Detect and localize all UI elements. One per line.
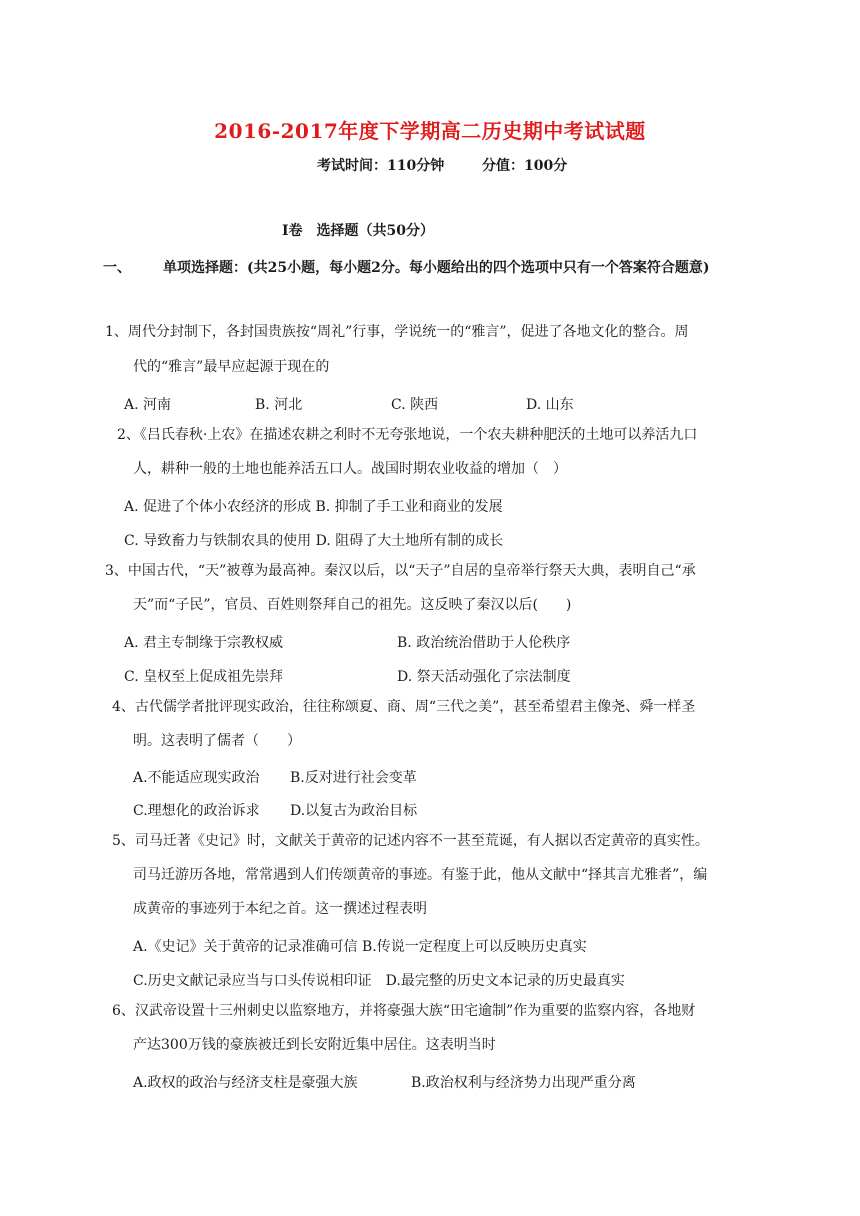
question-2-line-2: 人，耕种一般的土地也能养活五口人。战国时期农业收益的增加（ ）	[133, 461, 567, 477]
exam-title: 2016-2017年度下学期高二历史期中考试试题	[214, 119, 646, 143]
question-3-option-b: B. 政治统治借助于人伦秩序	[397, 635, 571, 651]
question-1-option-a: A. 河南	[124, 397, 172, 413]
exam-score: 分值：100分	[482, 158, 568, 174]
section-heading: Ⅰ卷 选择题（共50分）	[282, 223, 435, 239]
question-1-line-2: 代的“雅言”最早应起源于现在的	[133, 359, 330, 375]
exam-time: 考试时间：110分钟	[317, 158, 445, 174]
question-4-option-a: A.不能适应现实政治	[133, 770, 260, 786]
question-4-option-d: D.以复古为政治目标	[290, 803, 418, 819]
question-6-line-1: 6、汉武帝设置十三州刺史以监察地方，并将豪强大族“田宅逾制”作为重要的监察内容，各地财	[112, 1003, 696, 1019]
question-1-option-c: C. 陕西	[391, 397, 439, 413]
question-1-line-1: 1、周代分封制下，各封国贵族按“周礼”行事，学说统一的“雅言”，促进了各地文化的整合。周	[105, 324, 689, 340]
question-2-option-ab: A. 促进了个体小农经济的形成 B. 抑制了手工业和商业的发展	[124, 499, 503, 515]
question-5-option-ab: A.《史记》关于黄帝的记录准确可信 B.传说一定程度上可以反映历史真实	[133, 939, 587, 955]
question-2-line-1: 2、《吕氏春秋·上农》在描述农耕之利时不无夸张地说，一个农夫耕种肥沃的土地可以养活九口	[117, 427, 698, 443]
question-1-option-d: D. 山东	[526, 397, 574, 413]
question-4-line-1: 4、古代儒学者批评现实政治，往往称颂夏、商、周“三代之美”，甚至希望君主像尧、舜一样圣	[112, 699, 696, 715]
question-6-option-a: A.政权的政治与经济支柱是豪强大族	[133, 1075, 358, 1091]
question-4-option-b: B.反对进行社会变革	[290, 770, 417, 786]
question-4-line-2: 明。这表明了儒者（ ）	[133, 733, 301, 749]
question-1-option-b: B. 河北	[255, 397, 303, 413]
question-5-line-3: 成黄帝的事迹列于本纪之首。这一撰述过程表明	[133, 901, 427, 917]
question-5-option-cd: C.历史文献记录应当与口头传说相印证 D.最完整的历史文本记录的历史最真实	[133, 973, 625, 989]
instruction-text: 单项选择题：(共25小题，每小题2分。每小题给出的四个选项中只有一个答案符合题意)	[163, 260, 710, 276]
question-3-option-d: D. 祭天活动强化了宗法制度	[397, 669, 571, 685]
question-4-option-c: C.理想化的政治诉求	[133, 803, 260, 819]
question-5-line-2: 司马迁游历各地，常常遇到人们传颂黄帝的事迹。有鉴于此，他从文献中“择其言尤雅者”，编	[133, 867, 708, 883]
question-3-line-1: 3、中国古代，“天”被尊为最高神。秦汉以后，以“天子”自居的皇帝举行祭天大典，表明自己“承	[105, 563, 696, 579]
question-3-line-2: 天”而“子民”，官员、百姓则祭拜自己的祖先。这反映了秦汉以后( )	[133, 597, 572, 613]
question-5-line-1: 5、司马迁著《史记》时，文献关于黄帝的记述内容不一甚至荒诞，有人据以否定黄帝的真实性。	[112, 833, 709, 849]
instruction-number: 一、	[103, 260, 131, 276]
question-3-option-c: C. 皇权至上促成祖先崇拜	[124, 669, 284, 685]
question-6-line-2: 产达300万钱的豪族被迁到长安附近集中居住。这表明当时	[133, 1037, 496, 1053]
question-2-option-cd: C. 导致畜力与铁制农具的使用 D. 阻碍了大土地所有制的成长	[124, 533, 504, 549]
question-3-option-a: A. 君主专制缘于宗教权威	[124, 635, 284, 651]
question-6-option-b: B.政治权利与经济势力出现严重分离	[411, 1075, 636, 1091]
